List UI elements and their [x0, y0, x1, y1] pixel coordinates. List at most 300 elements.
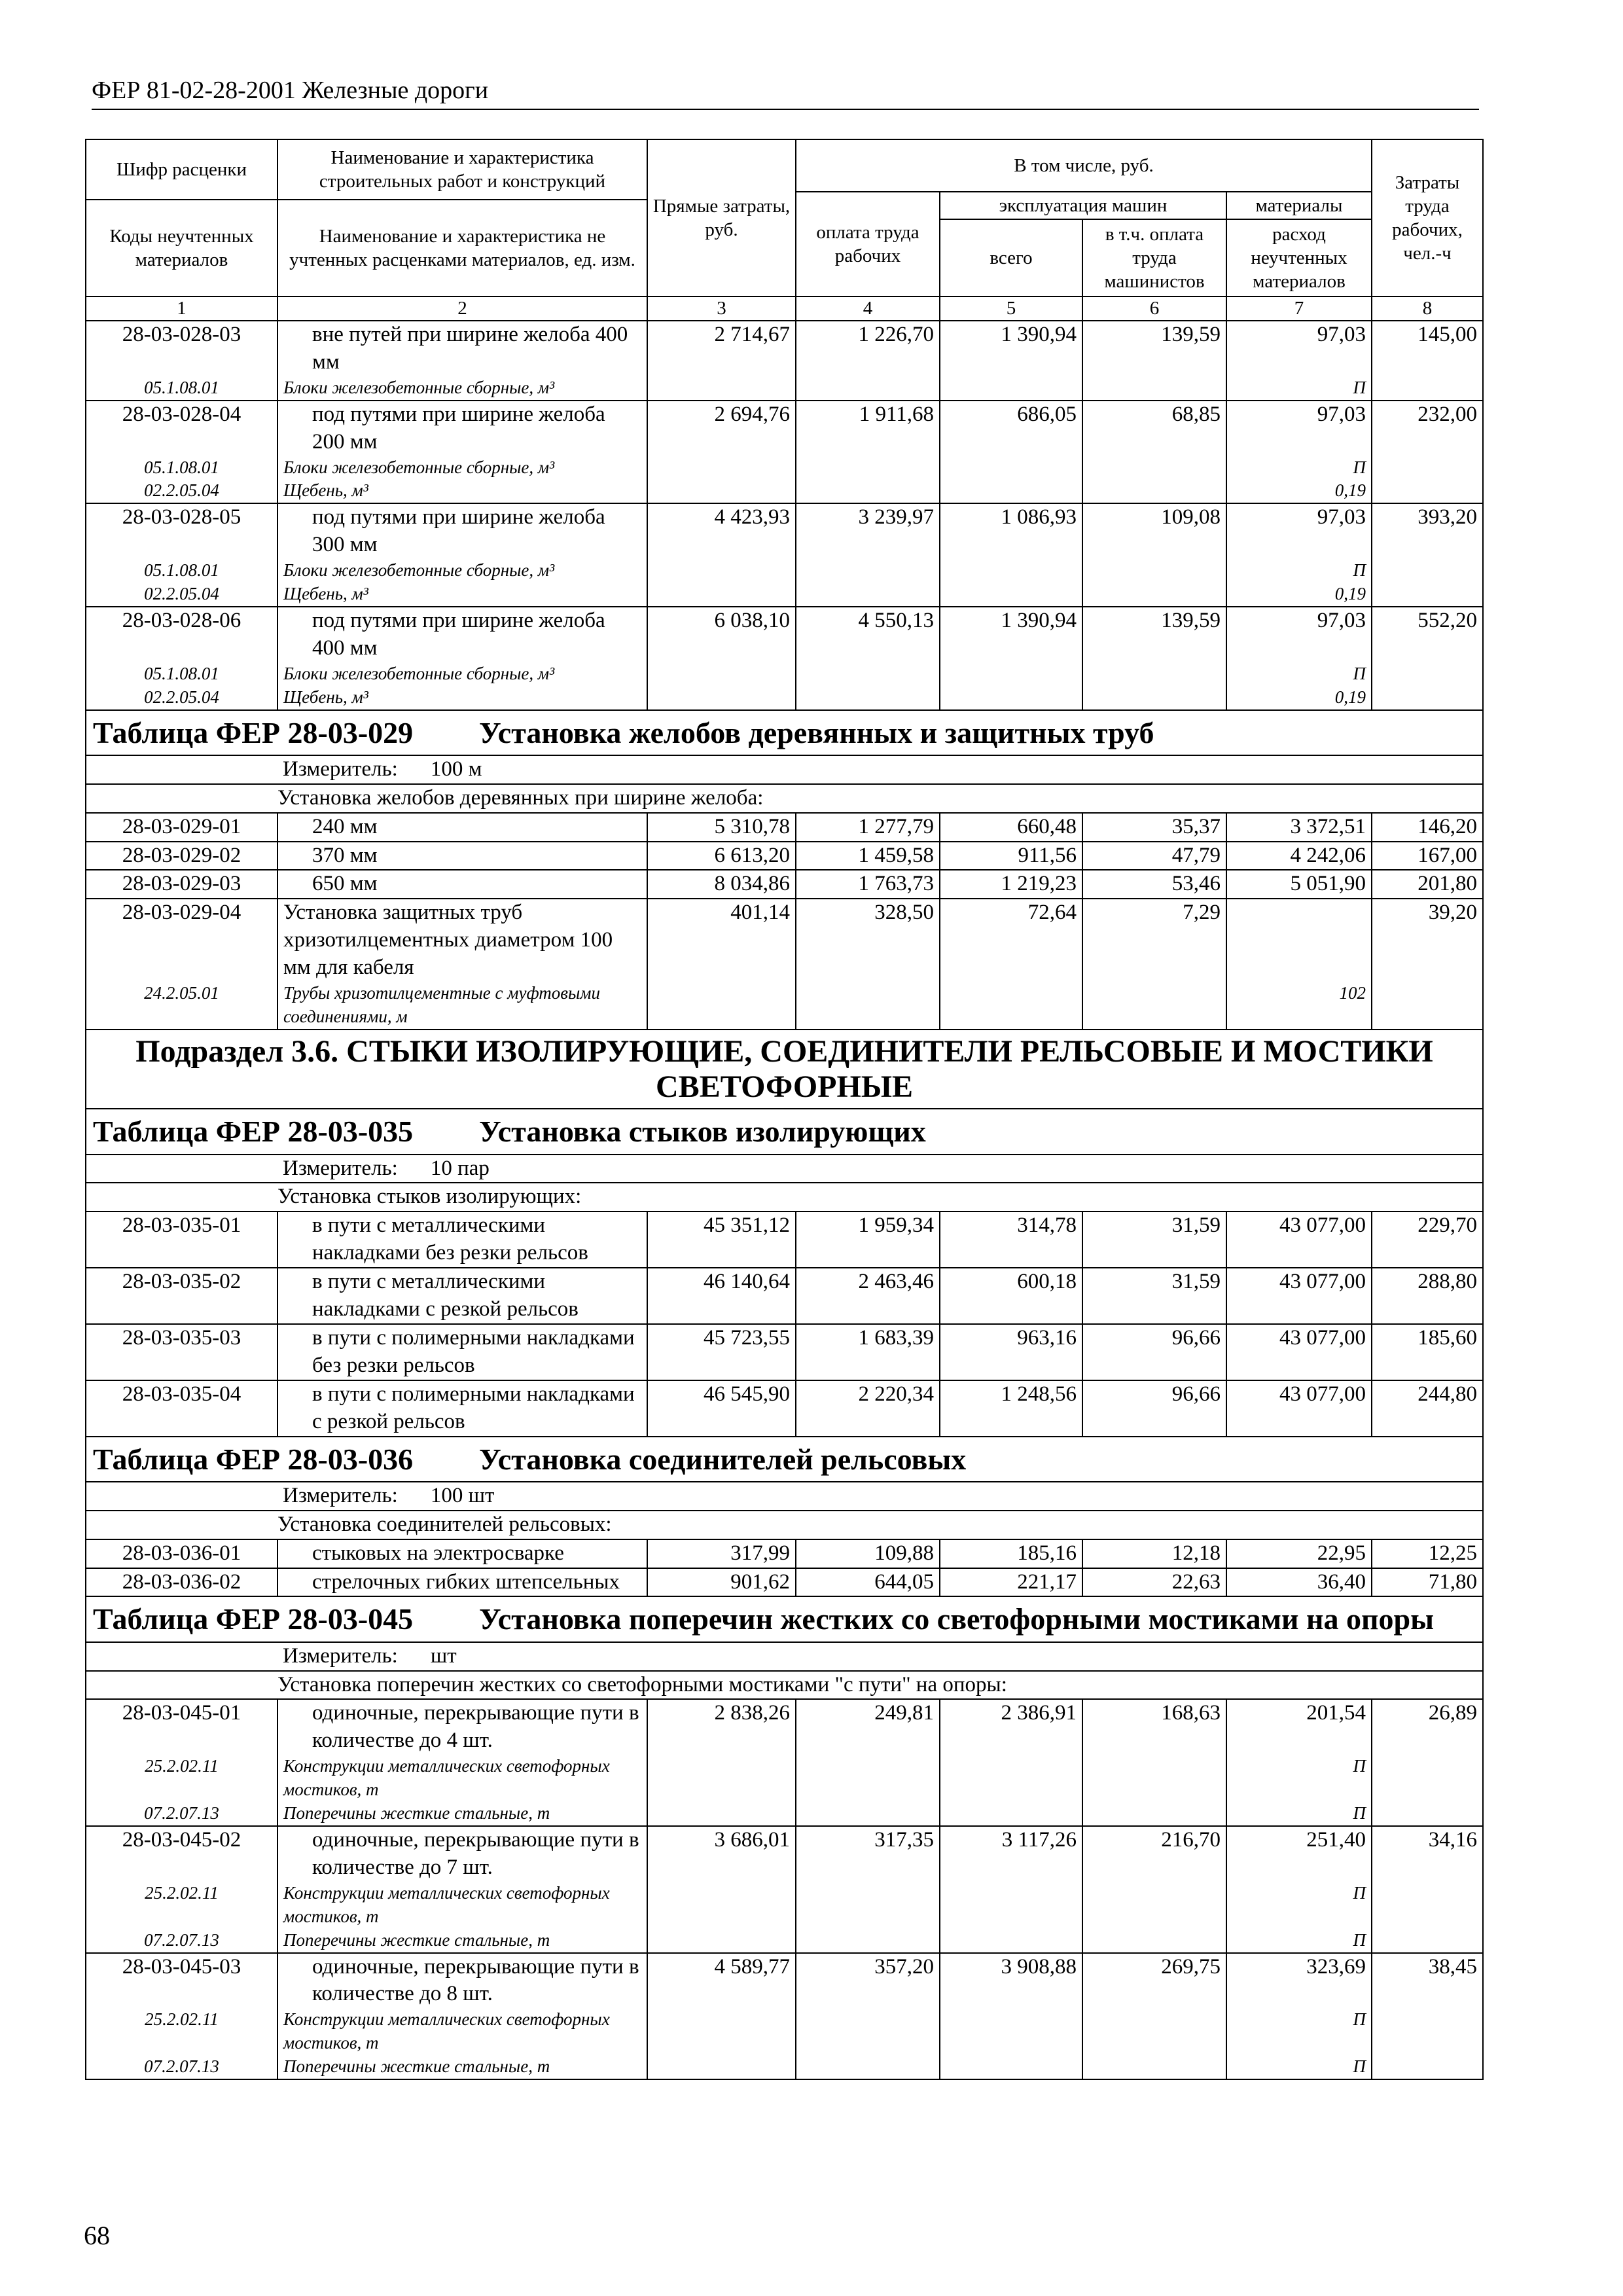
labor-hours: 244,80	[1372, 1380, 1483, 1437]
materials-cost: 36,40	[1226, 1568, 1372, 1597]
rate-code: 28-03-028-05	[86, 503, 277, 559]
material-code: 25.2.02.11	[86, 1882, 277, 1929]
direct-costs: 3 686,01	[647, 1826, 796, 1882]
empty-cell	[940, 376, 1082, 401]
machinist-pay: 7,29	[1082, 899, 1226, 982]
rate-code: 28-03-035-03	[86, 1324, 277, 1380]
empty-cell	[940, 1929, 1082, 1953]
unaccounted-material-row	[86, 1755, 1483, 1802]
direct-costs: 6 613,20	[647, 842, 796, 870]
empty-cell	[1082, 1929, 1226, 1953]
empty-cell	[940, 1755, 1082, 1802]
meter-label: Измеритель:	[283, 1483, 398, 1507]
empty-cell	[1082, 376, 1226, 401]
material-qty: П	[1226, 2008, 1372, 2055]
empty-cell	[940, 1802, 1082, 1826]
empty-cell	[647, 2008, 796, 2055]
empty-cell	[796, 479, 940, 503]
subsection-title: Подраздел 3.6. СТЫКИ ИЗОЛИРУЮЩИЕ, СОЕДИНИТЕЛИ РЕЛЬСОВЫЕ И МОСТИКИ СВЕТОФОРНЫЕ	[86, 1030, 1483, 1109]
unaccounted-material-row	[86, 376, 1483, 401]
materials-cost: 43 077,00	[1226, 1211, 1372, 1268]
machinist-pay: 12,18	[1082, 1539, 1226, 1568]
labor-pay: 2 220,34	[796, 1380, 940, 1437]
direct-costs: 8 034,86	[647, 870, 796, 899]
colnum: 4	[796, 296, 940, 321]
rate-name: Установка защитных труб хризотилцементных диаметром 100 мм для кабеля	[277, 899, 647, 982]
hdr-machinist-pay: в т.ч. оплата труда машинистов	[1082, 219, 1226, 296]
machine-total: 314,78	[940, 1211, 1082, 1268]
machinist-pay: 269,75	[1082, 1953, 1226, 2009]
material-code: 02.2.05.04	[86, 686, 277, 710]
labor-pay: 1 959,34	[796, 1211, 940, 1268]
rate-code: 28-03-029-03	[86, 870, 277, 899]
materials-cost	[1226, 899, 1372, 982]
machine-total: 221,17	[940, 1568, 1082, 1597]
empty-cell	[940, 686, 1082, 710]
rate-code: 28-03-036-01	[86, 1539, 277, 1568]
empty-cell	[796, 2008, 940, 2055]
empty-cell	[1372, 2055, 1483, 2079]
materials-cost: 43 077,00	[1226, 1380, 1372, 1437]
hdr-hours: Затраты труда рабочих, чел.-ч	[1372, 139, 1483, 296]
rate-code: 28-03-028-03	[86, 321, 277, 376]
rate-name: одиночные, перекрывающие пути в количестве до 8 шт.	[277, 1953, 647, 2009]
rate-row	[86, 503, 1483, 559]
unaccounted-material-row	[86, 662, 1483, 686]
machinist-pay: 216,70	[1082, 1826, 1226, 1882]
material-code: 07.2.07.13	[86, 1802, 277, 1826]
direct-costs: 5 310,78	[647, 813, 796, 842]
empty-cell	[796, 1929, 940, 1953]
empty-cell	[1372, 456, 1483, 480]
material-qty: 0,19	[1226, 583, 1372, 607]
empty-cell	[940, 2055, 1082, 2079]
direct-costs: 46 140,64	[647, 1268, 796, 1324]
empty-cell	[1082, 456, 1226, 480]
empty-cell	[647, 1929, 796, 1953]
labor-hours: 552,20	[1372, 607, 1483, 662]
material-qty: П	[1226, 559, 1372, 583]
machine-total: 1 390,94	[940, 607, 1082, 662]
material-name: Поперечины жесткие стальные, т	[277, 1929, 647, 1953]
table-id: Таблица ФЕР 28-03-029	[93, 715, 414, 749]
rate-name: под путями при ширине желоба 300 мм	[277, 503, 647, 559]
machine-total: 1 390,94	[940, 321, 1082, 376]
materials-cost: 43 077,00	[1226, 1268, 1372, 1324]
empty-cell	[940, 583, 1082, 607]
rate-name: стыковых на электросварке	[277, 1539, 647, 1568]
empty-cell	[796, 1882, 940, 1929]
empty-cell	[796, 2055, 940, 2079]
rate-name: в пути с металлическими накладками с резкой рельсов	[277, 1268, 647, 1324]
table-28-03-029	[86, 710, 1483, 813]
material-qty: 0,19	[1226, 479, 1372, 503]
rate-name: стрелочных гибких штепсельных	[277, 1568, 647, 1597]
material-qty: П	[1226, 2055, 1372, 2079]
meter-value: 100 м	[430, 757, 482, 781]
meter-value: 100 шт	[430, 1483, 495, 1507]
meter-label: Измеритель:	[283, 1643, 398, 1668]
hdr-incl: В том числе, руб.	[796, 139, 1372, 192]
rate-name: в пути с металлическими накладками без резки рельсов	[277, 1211, 647, 1268]
empty-cell	[940, 2008, 1082, 2055]
colnum: 1	[86, 296, 277, 321]
direct-costs: 45 723,55	[647, 1324, 796, 1380]
rate-name: под путями при ширине желоба 400 мм	[277, 607, 647, 662]
labor-pay: 1 911,68	[796, 401, 940, 456]
empty-cell	[647, 376, 796, 401]
rate-row	[86, 1324, 1483, 1380]
hdr-direct: Прямые затраты, руб.	[647, 139, 796, 296]
rate-name: 370 мм	[277, 842, 647, 870]
rate-code: 28-03-035-02	[86, 1268, 277, 1324]
subsection-3-6	[86, 1030, 1483, 1109]
rate-row	[86, 870, 1483, 899]
hdr-materials-unaccounted: расход неучтенных материалов	[1226, 219, 1372, 296]
hdr-unaccounted-codes: Коды неучтенных материалов	[86, 200, 277, 296]
rate-code: 28-03-045-01	[86, 1699, 277, 1755]
empty-cell	[940, 456, 1082, 480]
material-name: Трубы хризотилцементные с муфтовыми соединениями, м	[277, 982, 647, 1030]
rate-code: 28-03-029-02	[86, 842, 277, 870]
empty-cell	[647, 2055, 796, 2079]
labor-pay: 1 763,73	[796, 870, 940, 899]
material-code: 05.1.08.01	[86, 376, 277, 401]
table-header	[86, 139, 1483, 321]
rate-code: 28-03-035-01	[86, 1211, 277, 1268]
colnum: 3	[647, 296, 796, 321]
machinist-pay: 168,63	[1082, 1699, 1226, 1755]
machine-total: 185,16	[940, 1539, 1082, 1568]
machinist-pay: 139,59	[1082, 321, 1226, 376]
labor-hours: 288,80	[1372, 1268, 1483, 1324]
empty-cell	[1372, 376, 1483, 401]
rate-code: 28-03-035-04	[86, 1380, 277, 1437]
unaccounted-material-row	[86, 2008, 1483, 2055]
labor-pay: 1 683,39	[796, 1324, 940, 1380]
empty-cell	[1082, 1755, 1226, 1802]
rate-name: под путями при ширине желоба 200 мм	[277, 401, 647, 456]
table-title: Установка поперечин жестких со светофорными мостиками на опоры	[479, 1602, 1434, 1636]
labor-hours: 39,20	[1372, 899, 1483, 982]
unaccounted-material-row	[86, 982, 1483, 1030]
labor-hours: 34,16	[1372, 1826, 1483, 1882]
empty-cell	[647, 982, 796, 1030]
empty-cell	[1082, 982, 1226, 1030]
empty-cell	[1082, 686, 1226, 710]
empty-cell	[1372, 686, 1483, 710]
material-code: 02.2.05.04	[86, 479, 277, 503]
material-name: Конструкции металлических светофорных мостиков, т	[277, 2008, 647, 2055]
empty-cell	[647, 583, 796, 607]
empty-cell	[1082, 2008, 1226, 2055]
materials-cost: 97,03	[1226, 607, 1372, 662]
rate-name: одиночные, перекрывающие пути в количестве до 7 шт.	[277, 1826, 647, 1882]
materials-cost: 5 051,90	[1226, 870, 1372, 899]
unaccounted-material-row	[86, 559, 1483, 583]
unaccounted-material-row	[86, 2055, 1483, 2079]
empty-cell	[1372, 1929, 1483, 1953]
empty-cell	[796, 662, 940, 686]
material-name: Щебень, м³	[277, 583, 647, 607]
empty-cell	[647, 686, 796, 710]
empty-cell	[1082, 559, 1226, 583]
empty-cell	[1372, 479, 1483, 503]
labor-hours: 146,20	[1372, 813, 1483, 842]
empty-cell	[1372, 559, 1483, 583]
hdr-unaccounted-names: Наименование и характеристика не учтенных расценками материалов, ед. изм.	[277, 200, 647, 296]
rate-row	[86, 1568, 1483, 1597]
material-qty: П	[1226, 456, 1372, 480]
machine-total: 911,56	[940, 842, 1082, 870]
labor-pay: 3 239,97	[796, 503, 940, 559]
rate-row	[86, 1211, 1483, 1268]
hdr-machine-operation: эксплуатация машин	[940, 192, 1226, 219]
material-name: Блоки железобетонные сборные, м³	[277, 559, 647, 583]
material-qty: П	[1226, 1755, 1372, 1802]
materials-cost: 97,03	[1226, 503, 1372, 559]
empty-cell	[647, 662, 796, 686]
material-code: 02.2.05.04	[86, 583, 277, 607]
direct-costs: 6 038,10	[647, 607, 796, 662]
empty-cell	[1082, 2055, 1226, 2079]
direct-costs: 2 694,76	[647, 401, 796, 456]
direct-costs: 401,14	[647, 899, 796, 982]
empty-cell	[940, 662, 1082, 686]
table-title: Установка желобов деревянных и защитных труб	[479, 715, 1154, 749]
empty-cell	[940, 479, 1082, 503]
rate-row	[86, 1953, 1483, 2009]
hdr-code: Шифр расценки	[86, 139, 277, 200]
empty-cell	[1372, 982, 1483, 1030]
materials-cost: 323,69	[1226, 1953, 1372, 2009]
material-name: Блоки железобетонные сборные, м³	[277, 662, 647, 686]
empty-cell	[1082, 662, 1226, 686]
labor-hours: 26,89	[1372, 1699, 1483, 1755]
material-name: Блоки железобетонные сборные, м³	[277, 376, 647, 401]
machinist-pay: 96,66	[1082, 1380, 1226, 1437]
rate-row	[86, 1380, 1483, 1437]
empty-cell	[796, 559, 940, 583]
labor-pay: 2 463,46	[796, 1268, 940, 1324]
material-qty: П	[1226, 1802, 1372, 1826]
empty-cell	[647, 1755, 796, 1802]
material-code: 05.1.08.01	[86, 456, 277, 480]
materials-cost: 97,03	[1226, 401, 1372, 456]
empty-cell	[1082, 1802, 1226, 1826]
material-code: 24.2.05.01	[86, 982, 277, 1030]
empty-cell	[796, 456, 940, 480]
material-code: 25.2.02.11	[86, 1755, 277, 1802]
labor-pay: 1 459,58	[796, 842, 940, 870]
labor-pay: 317,35	[796, 1826, 940, 1882]
meter-label: Измеритель:	[283, 757, 398, 781]
labor-pay: 4 550,13	[796, 607, 940, 662]
unaccounted-material-row	[86, 1929, 1483, 1953]
table-id: Таблица ФЕР 28-03-036	[93, 1442, 414, 1476]
material-qty: П	[1226, 376, 1372, 401]
labor-hours: 145,00	[1372, 321, 1483, 376]
labor-pay: 1 226,70	[796, 321, 940, 376]
unaccounted-material-row	[86, 479, 1483, 503]
materials-cost: 97,03	[1226, 321, 1372, 376]
direct-costs: 4 589,77	[647, 1953, 796, 2009]
meter-label: Измеритель:	[283, 1156, 398, 1180]
rate-row	[86, 1699, 1483, 1755]
labor-pay: 357,20	[796, 1953, 940, 2009]
machine-total: 3 117,26	[940, 1826, 1082, 1882]
rate-row	[86, 813, 1483, 842]
material-name: Конструкции металлических светофорных мостиков, т	[277, 1882, 647, 1929]
rate-code: 28-03-028-04	[86, 401, 277, 456]
labor-hours: 167,00	[1372, 842, 1483, 870]
empty-cell	[1372, 1882, 1483, 1929]
machine-total: 2 386,91	[940, 1699, 1082, 1755]
materials-cost: 22,95	[1226, 1539, 1372, 1568]
unaccounted-material-row	[86, 686, 1483, 710]
machinist-pay: 31,59	[1082, 1211, 1226, 1268]
hdr-machine-total: всего	[940, 219, 1082, 296]
rate-row	[86, 401, 1483, 456]
material-name: Блоки железобетонные сборные, м³	[277, 456, 647, 480]
colnum: 8	[1372, 296, 1483, 321]
rate-code: 28-03-029-04	[86, 899, 277, 982]
empty-cell	[796, 686, 940, 710]
machine-total: 1 219,23	[940, 870, 1082, 899]
empty-cell	[796, 1755, 940, 1802]
rate-name: 240 мм	[277, 813, 647, 842]
unaccounted-material-row	[86, 1882, 1483, 1929]
colnum: 6	[1082, 296, 1226, 321]
rates-table	[85, 139, 1484, 2080]
empty-cell	[1082, 583, 1226, 607]
rate-name: в пути с полимерными накладками с резкой рельсов	[277, 1380, 647, 1437]
empty-cell	[647, 559, 796, 583]
group-intro: Установка желобов деревянных при ширине желоба:	[86, 784, 1483, 813]
rate-row	[86, 1268, 1483, 1324]
machine-total: 660,48	[940, 813, 1082, 842]
empty-cell	[796, 583, 940, 607]
labor-hours: 71,80	[1372, 1568, 1483, 1597]
meter-value: 10 пар	[430, 1156, 490, 1180]
labor-hours: 229,70	[1372, 1211, 1483, 1268]
machine-total: 963,16	[940, 1324, 1082, 1380]
machinist-pay: 68,85	[1082, 401, 1226, 456]
machine-total: 1 086,93	[940, 503, 1082, 559]
materials-cost: 4 242,06	[1226, 842, 1372, 870]
machinist-pay: 53,46	[1082, 870, 1226, 899]
colnum: 2	[277, 296, 647, 321]
table-title: Установка соединителей рельсовых	[479, 1442, 967, 1476]
hdr-name: Наименование и характеристика строительных работ и конструкций	[277, 139, 647, 200]
machinist-pay: 96,66	[1082, 1324, 1226, 1380]
rate-code: 28-03-028-06	[86, 607, 277, 662]
empty-cell	[1372, 662, 1483, 686]
rate-code: 28-03-045-02	[86, 1826, 277, 1882]
empty-cell	[1372, 583, 1483, 607]
machine-total: 72,64	[940, 899, 1082, 982]
material-qty: П	[1226, 1882, 1372, 1929]
group-intro: Установка стыков изолирующих:	[86, 1183, 1483, 1211]
direct-costs: 46 545,90	[647, 1380, 796, 1437]
empty-cell	[940, 1882, 1082, 1929]
rate-name: одиночные, перекрывающие пути в количестве до 4 шт.	[277, 1699, 647, 1755]
rate-row	[86, 1826, 1483, 1882]
empty-cell	[1372, 2008, 1483, 2055]
table-id: Таблица ФЕР 28-03-035	[93, 1115, 414, 1149]
direct-costs: 317,99	[647, 1539, 796, 1568]
labor-pay: 109,88	[796, 1539, 940, 1568]
material-qty: 0,19	[1226, 686, 1372, 710]
block-28-03-028	[86, 321, 1483, 710]
rate-name: вне путей при ширине желоба 400 мм	[277, 321, 647, 376]
machinist-pay: 35,37	[1082, 813, 1226, 842]
labor-hours: 185,60	[1372, 1324, 1483, 1380]
machinist-pay: 31,59	[1082, 1268, 1226, 1324]
material-name: Щебень, м³	[277, 479, 647, 503]
machinist-pay: 139,59	[1082, 607, 1226, 662]
direct-costs: 901,62	[647, 1568, 796, 1597]
materials-cost: 251,40	[1226, 1826, 1372, 1882]
rate-code: 28-03-036-02	[86, 1568, 277, 1597]
labor-hours: 201,80	[1372, 870, 1483, 899]
page-number: 68	[84, 2221, 110, 2250]
material-name: Конструкции металлических светофорных мостиков, т	[277, 1755, 647, 1802]
group-intro: Установка соединителей рельсовых:	[86, 1511, 1483, 1539]
empty-cell	[1372, 1802, 1483, 1826]
empty-cell	[647, 479, 796, 503]
rate-row	[86, 607, 1483, 662]
table-28-03-045	[86, 1596, 1483, 1699]
material-qty: П	[1226, 662, 1372, 686]
direct-costs: 45 351,12	[647, 1211, 796, 1268]
labor-hours: 38,45	[1372, 1953, 1483, 2009]
labor-pay: 644,05	[796, 1568, 940, 1597]
material-code: 25.2.02.11	[86, 2008, 277, 2055]
table-28-03-036	[86, 1437, 1483, 1539]
material-code: 05.1.08.01	[86, 559, 277, 583]
material-code: 07.2.07.13	[86, 2055, 277, 2079]
material-qty: 102	[1226, 982, 1372, 1030]
material-name: Поперечины жесткие стальные, т	[277, 1802, 647, 1826]
rate-row	[86, 899, 1483, 982]
empty-cell	[1082, 1882, 1226, 1929]
machinist-pay: 22,63	[1082, 1568, 1226, 1597]
table-title: Установка стыков изолирующих	[479, 1115, 926, 1149]
group-intro: Установка поперечин жестких со светофорными мостиками "с пути" на опоры:	[86, 1671, 1483, 1700]
empty-cell	[796, 1802, 940, 1826]
rate-row	[86, 321, 1483, 376]
empty-cell	[647, 456, 796, 480]
table-28-03-035	[86, 1109, 1483, 1211]
colnum: 7	[1226, 296, 1372, 321]
header-rule	[92, 109, 1479, 110]
hdr-labor-pay: оплата труда рабочих	[796, 192, 940, 296]
machine-total: 1 248,56	[940, 1380, 1082, 1437]
materials-cost: 43 077,00	[1226, 1324, 1372, 1380]
empty-cell	[647, 1802, 796, 1826]
labor-hours: 12,25	[1372, 1539, 1483, 1568]
direct-costs: 4 423,93	[647, 503, 796, 559]
empty-cell	[940, 982, 1082, 1030]
empty-cell	[1082, 479, 1226, 503]
table-id: Таблица ФЕР 28-03-045	[93, 1602, 414, 1636]
direct-costs: 2 838,26	[647, 1699, 796, 1755]
rate-row	[86, 842, 1483, 870]
material-code: 05.1.08.01	[86, 662, 277, 686]
unaccounted-material-row	[86, 583, 1483, 607]
unaccounted-material-row	[86, 1802, 1483, 1826]
